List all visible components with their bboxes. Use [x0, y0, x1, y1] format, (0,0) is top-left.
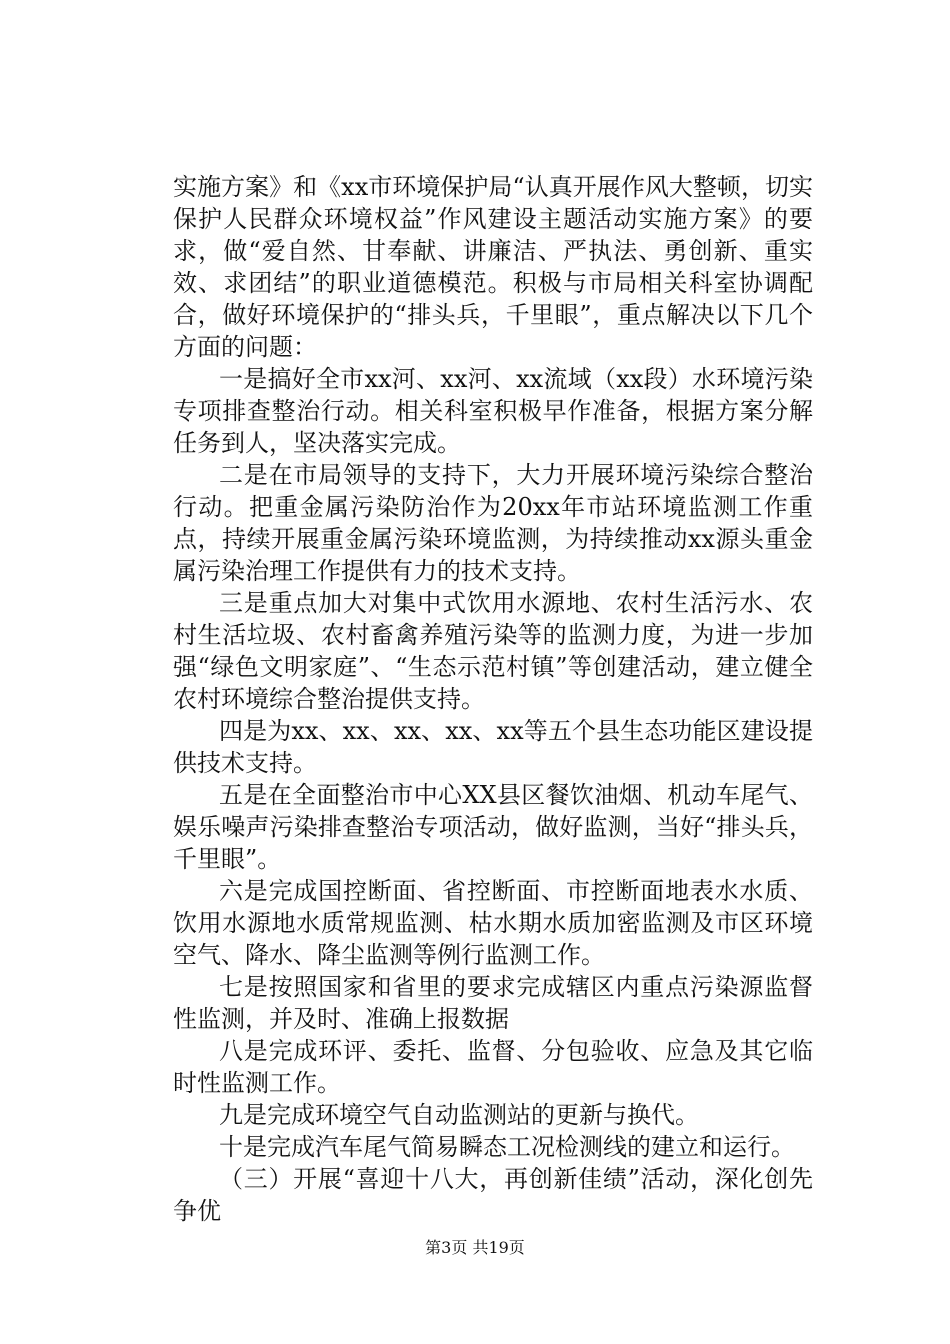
paragraph-item-7: 七是按照国家和省里的要求完成辖区内重点污染源监督性监测，并及时、准确上报数据	[173, 973, 813, 1033]
page-number-label: 第3页 共19页	[425, 1238, 525, 1257]
page-footer	[0, 1238, 950, 1258]
paragraph-item-1: 一是搞好全市xx河、xx河、xx流域（xx段）水环境污染专项排查整治行动。相关科室积极早作准备，根据方案分解任务到人，坚决落实完成。	[173, 365, 813, 457]
document-body	[173, 171, 813, 1227]
paragraph-item-9: 九是完成环境空气自动监测站的更新与换代。	[219, 1101, 699, 1129]
paragraph-item-6: 六是完成国控断面、省控断面、市控断面地表水水质、饮用水源地水质常规监测、枯水期水质加密监测及市区环境空气、降水、降尘监测等例行监测工作。	[173, 877, 813, 969]
paragraph-item-3: 三是重点加大对集中式饮用水源地、农村生活污水、农村生活垃圾、农村畜禽养殖污染等的监测力度，为进一步加强“绿色文明家庭”、“生态示范村镇”等创建活动，建立健全农村环境综合整治提供支持。	[173, 589, 813, 713]
section-heading: （三）开展“喜迎十八大，再创新佳绩”活动，深化创先争优	[173, 1165, 813, 1225]
paragraph-item-5: 五是在全面整治市中心XX县区餐饮油烟、机动车尾气、娱乐噪声污染排查整治专项活动，做好监测，当好“排头兵，千里眼”。	[173, 781, 813, 873]
paragraph-item-8: 八是完成环评、委托、监督、分包验收、应急及其它临时性监测工作。	[173, 1037, 813, 1097]
paragraph-item-4: 四是为xx、xx、xx、xx、xx等五个县生态功能区建设提供技术支持。	[173, 717, 813, 777]
paragraph-intro: 实施方案》和《xx市环境保护局“认真开展作风大整顿，切实保护人民群众环境权益”作风建设主题活动实施方案》的要求，做“爱自然、甘奉献、讲廉洁、严执法、勇创新、重实效、求团结”的职业道德模范。积极与市局相关科室协调配合，做好环境保护的“排头兵，千里眼”，重点解决以下几个方面的问题：	[173, 173, 813, 361]
paragraph-item-2: 二是在市局领导的支持下，大力开展环境污染综合整治行动。把重金属污染防治作为20xx年市站环境监测工作重点，持续开展重金属污染环境监测，为持续推动xx源头重金属污染治理工作提供有力的技术支持。	[173, 461, 813, 585]
paragraph-item-10: 十是完成汽车尾气简易瞬态工况检测线的建立和运行。	[219, 1133, 795, 1161]
